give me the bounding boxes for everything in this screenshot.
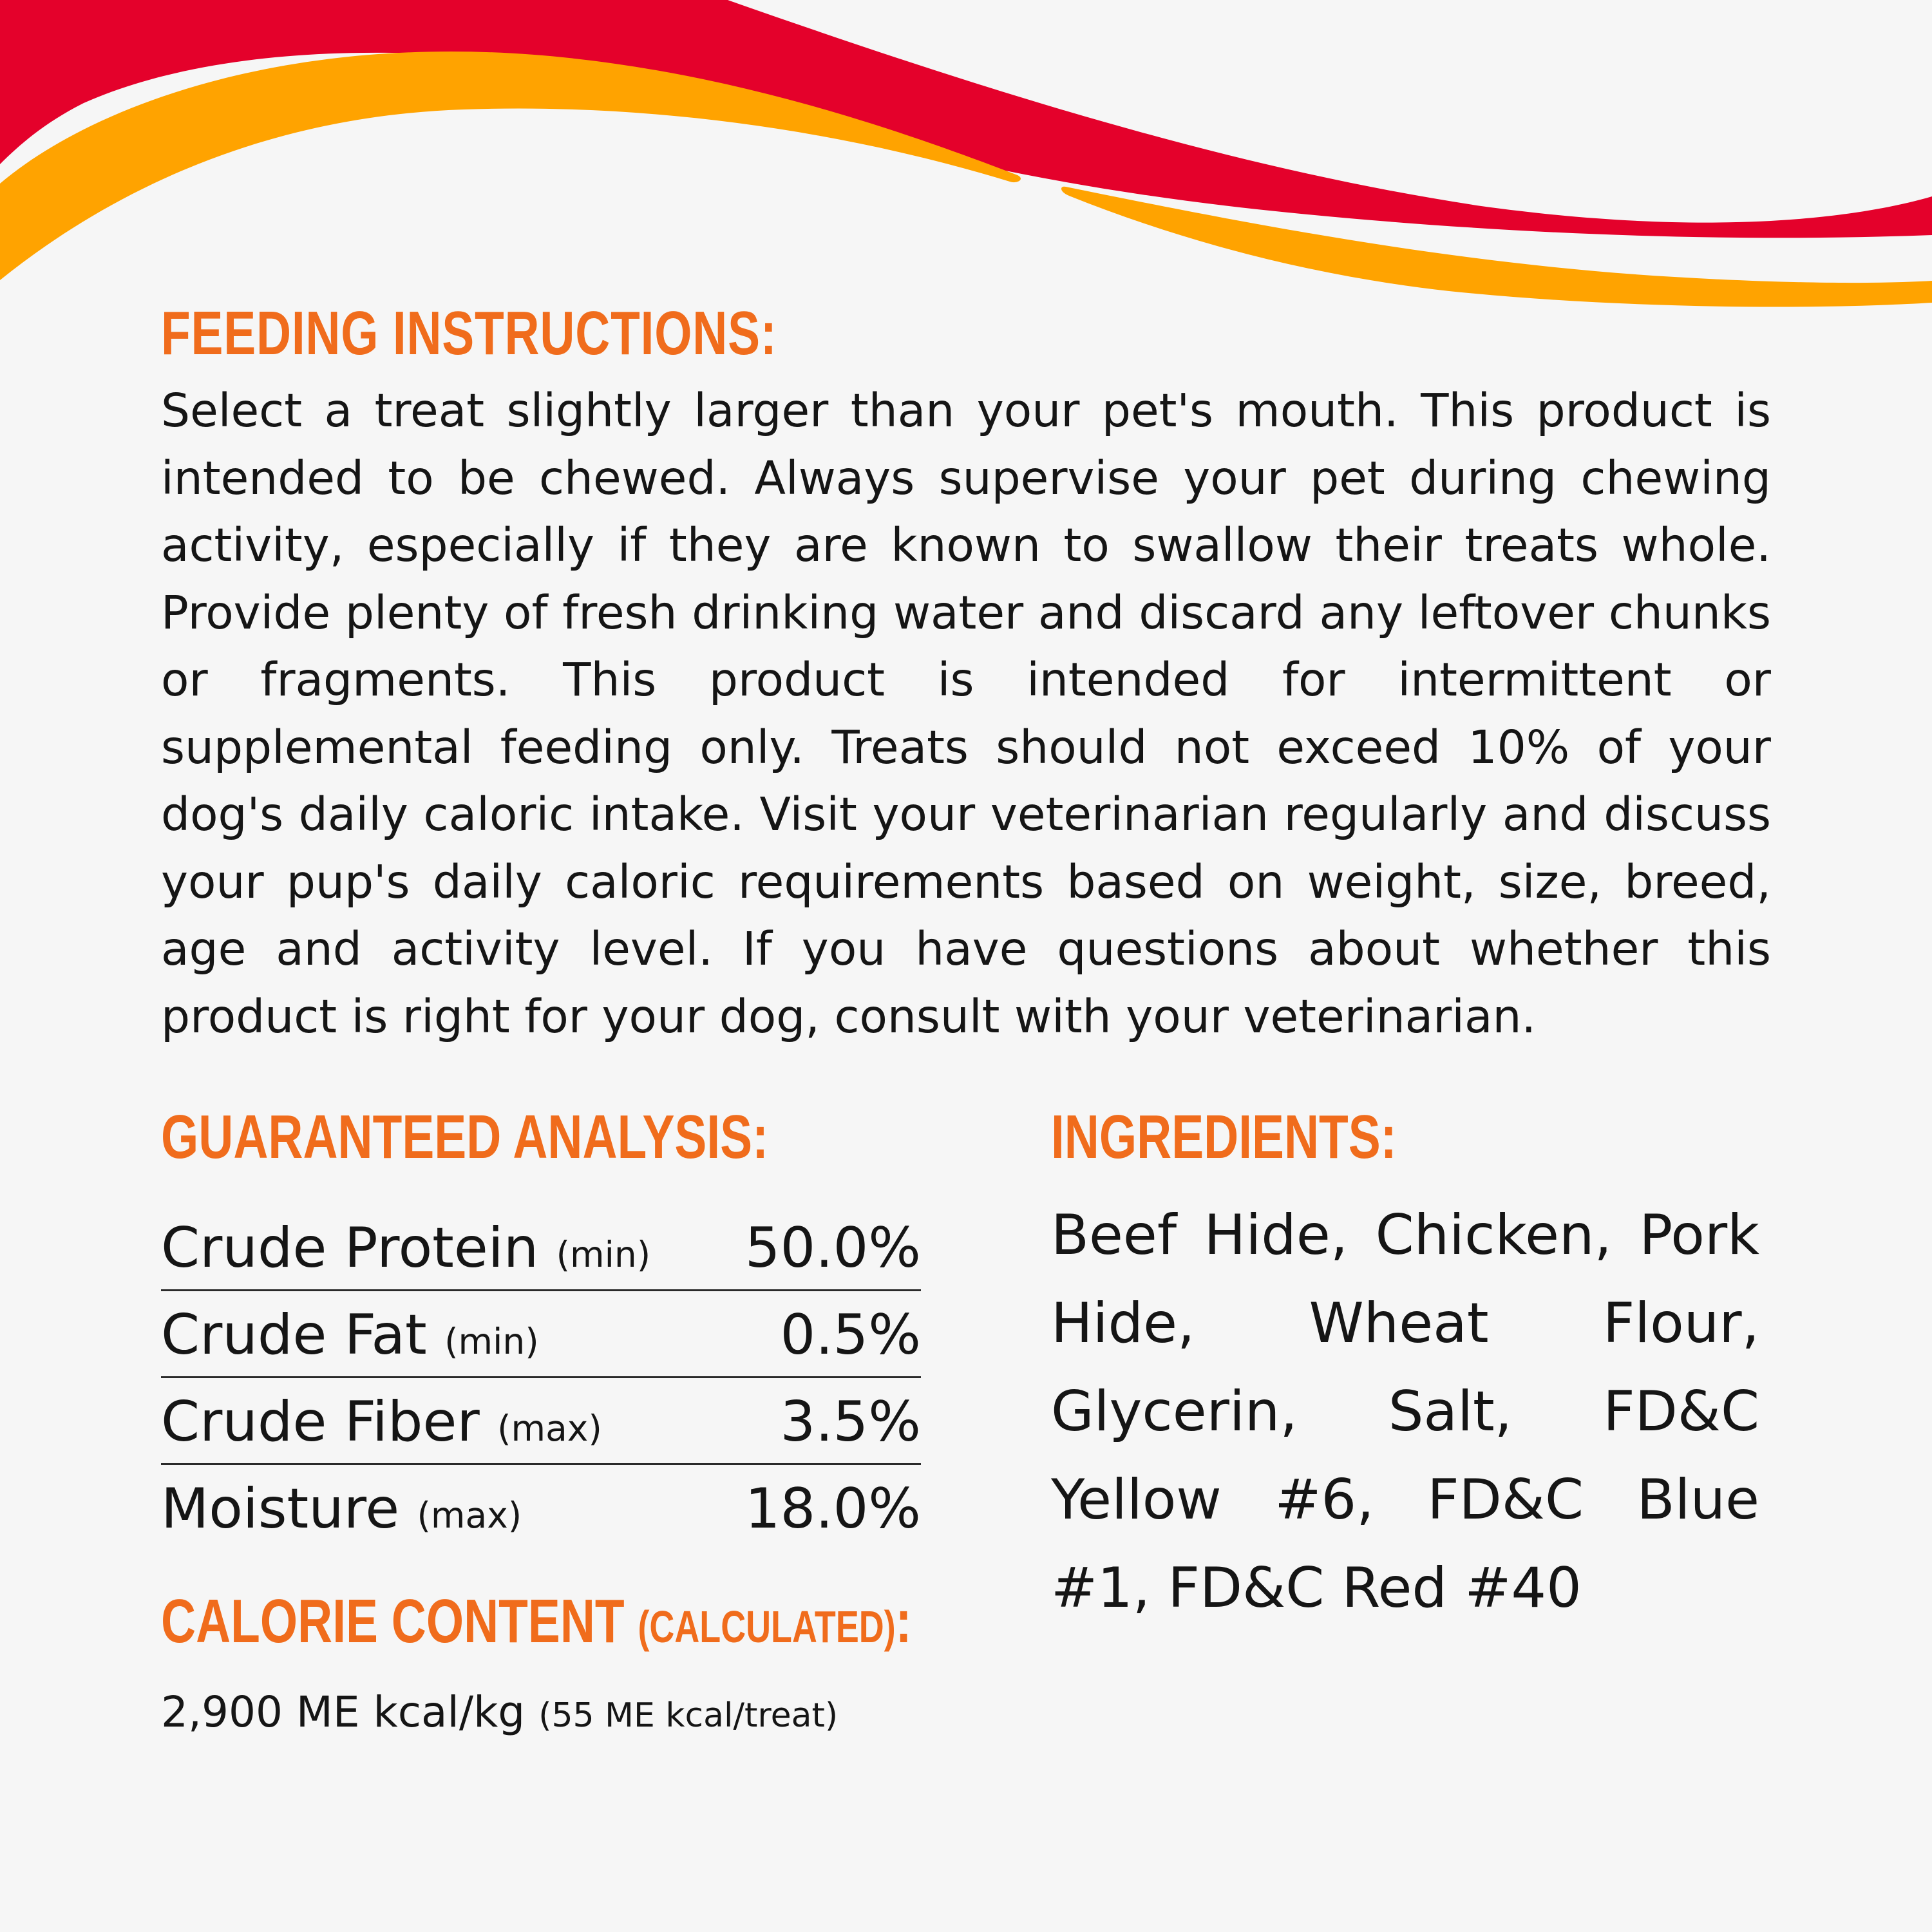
orange-wave-tail: [1061, 187, 1932, 307]
analysis-value: 50.0%: [744, 1216, 921, 1280]
analysis-row-crude-protein: [161, 1204, 921, 1291]
analysis-qualifier: (min): [444, 1321, 539, 1362]
guaranteed-analysis-heading: GUARANTEED ANALYSIS:: [161, 1103, 769, 1171]
ingredients-text: Beef Hide, Chicken, Pork Hide, Wheat Flour, Glycerin, Salt, FD&C Yellow #6, FD&C Blue #1, FD&C Red #40: [1051, 1203, 1759, 1620]
calorie-title-note: (CALCULATED): [638, 1602, 896, 1652]
guaranteed-analysis-table: [161, 1204, 921, 1552]
calorie-title-text: CALORIE CONTENT: [161, 1587, 625, 1656]
ingredients-heading: INGREDIENTS:: [1051, 1103, 1397, 1171]
analysis-row-moisture: [161, 1465, 921, 1552]
analysis-name: Crude Fiber: [161, 1390, 480, 1454]
calorie-content-text: [161, 1687, 838, 1737]
header-wave-decoration: [0, 0, 1932, 309]
analysis-qualifier: (min): [556, 1234, 651, 1275]
analysis-value: 18.0%: [744, 1477, 921, 1541]
calorie-value: 2,900 ME kcal/kg: [161, 1687, 526, 1737]
analysis-value: 0.5%: [780, 1303, 921, 1367]
analysis-name: Moisture: [161, 1477, 400, 1541]
analysis-value: 3.5%: [780, 1390, 921, 1454]
analysis-qualifier: (max): [417, 1495, 522, 1536]
analysis-row-crude-fat: [161, 1291, 921, 1378]
feeding-instructions-text: Select a treat slightly larger than your pet's mouth. This product is intended to be chewed. Always supervise your pet during chewing activity, especially if they are known to swallow their treats whole. Provide plenty of fresh drinking water and discard any leftover chunks or fragments. This product is intended for intermittent or supplemental feeding only. Treats should not exceed 10% of your dog's daily caloric intake. Visit your veterinarian regularly and discuss your pup's daily caloric requirements based on weight, size, breed, age and activity level. If you have questions about whether this product is right for your dog, consult with your veterinarian.: [161, 384, 1771, 1043]
calorie-per-treat: (55 ME kcal/treat): [538, 1696, 838, 1735]
feeding-instructions-heading: FEEDING INSTRUCTIONS:: [161, 299, 777, 368]
analysis-name: Crude Fat: [161, 1303, 427, 1367]
analysis-name: Crude Protein: [161, 1216, 539, 1280]
calorie-content-heading: [161, 1587, 912, 1656]
calorie-title-colon: :: [895, 1587, 912, 1656]
analysis-qualifier: (max): [497, 1408, 602, 1449]
analysis-row-crude-fiber: [161, 1378, 921, 1465]
